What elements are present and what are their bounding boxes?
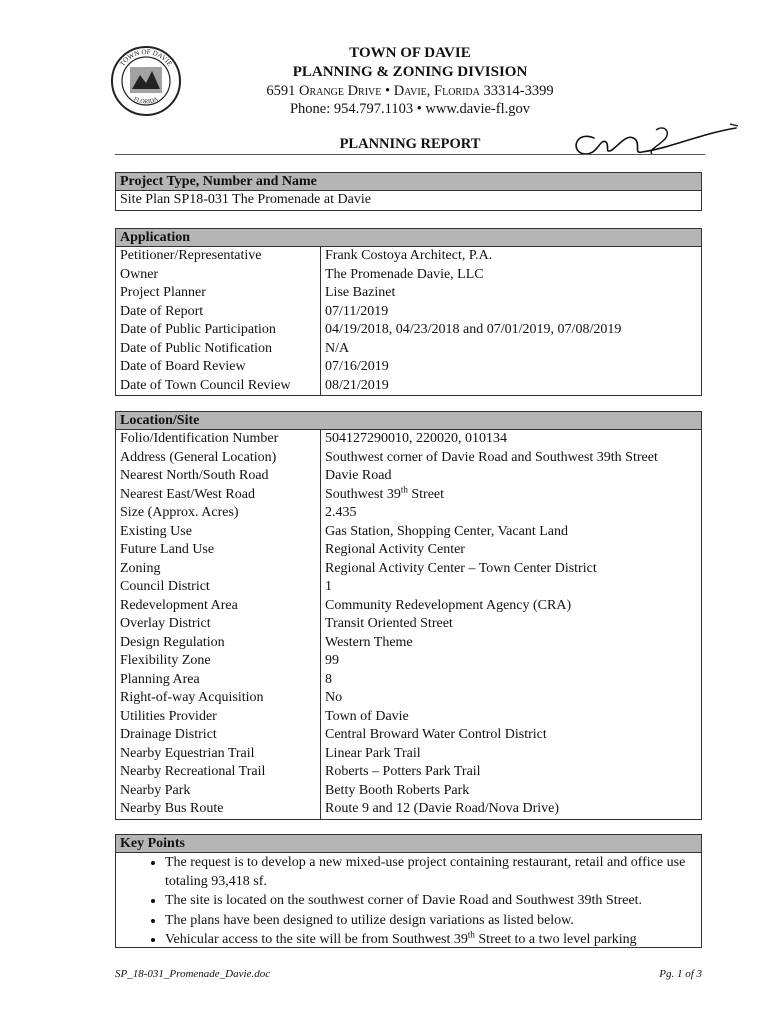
row-label: Planning Area bbox=[116, 671, 321, 690]
location-table bbox=[115, 411, 702, 820]
signature-image bbox=[560, 114, 740, 164]
row-label: Nearby Equestrian Trail bbox=[116, 745, 321, 764]
project-value: Site Plan SP18-031 The Promenade at Davie bbox=[116, 191, 702, 211]
seal-text-top: TOWN OF DAVIE bbox=[118, 47, 174, 68]
row-value: 1 bbox=[321, 578, 702, 597]
table-row bbox=[116, 486, 702, 505]
row-label: Nearby Park bbox=[116, 782, 321, 801]
application-heading: Application bbox=[116, 229, 702, 247]
row-label: Right-of-way Acquisition bbox=[116, 689, 321, 708]
key-points-box bbox=[115, 834, 702, 948]
row-label: Future Land Use bbox=[116, 541, 321, 560]
project-table bbox=[115, 172, 702, 211]
row-value: N/A bbox=[321, 340, 702, 359]
list-item: • The plans have been designed to utilize design variations as listed below. bbox=[165, 911, 701, 931]
table-row bbox=[116, 247, 702, 266]
table-row bbox=[116, 377, 702, 396]
town-seal-logo bbox=[110, 45, 182, 117]
row-value: Town of Davie bbox=[321, 708, 702, 727]
report-title: PLANNING REPORT bbox=[339, 136, 481, 152]
row-value: Davie Road bbox=[321, 467, 702, 486]
row-label: Date of Public Participation bbox=[116, 321, 321, 340]
row-label: Date of Public Notification bbox=[116, 340, 321, 359]
row-label: Nearest East/West Road bbox=[116, 486, 321, 505]
row-label: Nearest North/South Road bbox=[116, 467, 321, 486]
letterhead bbox=[220, 44, 600, 118]
table-row bbox=[116, 284, 702, 303]
row-value: 8 bbox=[321, 671, 702, 690]
table-row bbox=[116, 726, 702, 745]
row-label: Flexibility Zone bbox=[116, 652, 321, 671]
row-value: Southwest corner of Davie Road and Southwest 39th Street bbox=[321, 449, 702, 468]
row-value: Southwest 39th Street bbox=[321, 486, 702, 505]
row-value: Linear Park Trail bbox=[321, 745, 702, 764]
svg-text:TOWN OF DAVIE bbox=[118, 48, 173, 68]
table-row bbox=[116, 340, 702, 359]
row-value: Transit Oriented Street bbox=[321, 615, 702, 634]
row-label: Council District bbox=[116, 578, 321, 597]
table-row bbox=[116, 541, 702, 560]
row-label: Date of Board Review bbox=[116, 358, 321, 377]
row-label: Existing Use bbox=[116, 523, 321, 542]
row-value: Western Theme bbox=[321, 634, 702, 653]
division-name: PLANNING & ZONING DIVISION bbox=[292, 64, 528, 80]
row-label: Redevelopment Area bbox=[116, 597, 321, 616]
table-row bbox=[116, 597, 702, 616]
table-row bbox=[116, 578, 702, 597]
row-value: 07/11/2019 bbox=[321, 303, 702, 322]
row-label: Project Planner bbox=[116, 284, 321, 303]
row-label: Overlay District bbox=[116, 615, 321, 634]
table-row bbox=[116, 689, 702, 708]
list-item: • The request is to develop a new mixed-use project containing restaurant, retail and office use totaling 93,418 sf. bbox=[165, 853, 701, 891]
footer-filename: SP_18-031_Promenade_Davie.doc bbox=[115, 968, 271, 980]
row-label: Date of Town Council Review bbox=[116, 377, 321, 396]
table-row bbox=[116, 523, 702, 542]
row-value: The Promenade Davie, LLC bbox=[321, 266, 702, 285]
table-row bbox=[116, 266, 702, 285]
table-row bbox=[116, 763, 702, 782]
row-label: Petitioner/Representative bbox=[116, 247, 321, 266]
row-value: Regional Activity Center – Town Center District bbox=[321, 560, 702, 579]
row-value: 04/19/2018, 04/23/2018 and 07/01/2019, 07/08/2019 bbox=[321, 321, 702, 340]
table-row bbox=[116, 782, 702, 801]
table-row bbox=[116, 708, 702, 727]
row-value: 07/16/2019 bbox=[321, 358, 702, 377]
row-value: Route 9 and 12 (Davie Road/Nova Drive) bbox=[321, 800, 702, 819]
row-value: 08/21/2019 bbox=[321, 377, 702, 396]
row-value: 99 bbox=[321, 652, 702, 671]
row-value: Community Redevelopment Agency (CRA) bbox=[321, 597, 702, 616]
page-footer bbox=[115, 968, 702, 980]
row-value: Frank Costoya Architect, P.A. bbox=[321, 247, 702, 266]
table-row bbox=[116, 430, 702, 449]
table-row bbox=[116, 504, 702, 523]
address-line: 6591 Orange Drive • Davie, Florida 33314-3399 bbox=[266, 83, 554, 99]
project-heading: Project Type, Number and Name bbox=[116, 173, 702, 191]
row-label: Design Regulation bbox=[116, 634, 321, 653]
list-item: • The site is located on the southwest corner of Davie Road and Southwest 39th Street. bbox=[165, 891, 701, 911]
row-value: 504127290010, 220020, 010134 bbox=[321, 430, 702, 449]
svg-text:FLORIDA bbox=[133, 96, 160, 105]
row-label: Nearby Bus Route bbox=[116, 800, 321, 819]
table-row bbox=[116, 652, 702, 671]
key-points-heading: Key Points bbox=[116, 835, 701, 853]
table-row bbox=[116, 449, 702, 468]
table-row bbox=[116, 467, 702, 486]
row-value: Betty Booth Roberts Park bbox=[321, 782, 702, 801]
application-table bbox=[115, 228, 702, 396]
row-label: Date of Report bbox=[116, 303, 321, 322]
table-row bbox=[116, 671, 702, 690]
table-row bbox=[116, 321, 702, 340]
row-value: 2.435 bbox=[321, 504, 702, 523]
table-row bbox=[116, 634, 702, 653]
table-row bbox=[116, 615, 702, 634]
table-row bbox=[116, 800, 702, 819]
table-row bbox=[116, 745, 702, 764]
row-label: Nearby Recreational Trail bbox=[116, 763, 321, 782]
row-label: Utilities Provider bbox=[116, 708, 321, 727]
row-value: No bbox=[321, 689, 702, 708]
row-value: Roberts – Potters Park Trail bbox=[321, 763, 702, 782]
header-divider bbox=[115, 154, 705, 155]
row-value: Regional Activity Center bbox=[321, 541, 702, 560]
seal-text-bottom: FLORIDA bbox=[132, 96, 160, 106]
row-value: Gas Station, Shopping Center, Vacant Land bbox=[321, 523, 702, 542]
row-label: Size (Approx. Acres) bbox=[116, 504, 321, 523]
row-value: Lise Bazinet bbox=[321, 284, 702, 303]
footer-page-number: Pg. 1 of 3 bbox=[659, 968, 702, 980]
key-points-list bbox=[116, 853, 701, 948]
table-row bbox=[116, 303, 702, 322]
row-value: Central Broward Water Control District bbox=[321, 726, 702, 745]
table-row bbox=[116, 358, 702, 377]
town-name: TOWN OF DAVIE bbox=[349, 45, 471, 61]
row-label: Drainage District bbox=[116, 726, 321, 745]
location-heading: Location/Site bbox=[116, 412, 702, 430]
row-label: Owner bbox=[116, 266, 321, 285]
row-label: Folio/Identification Number bbox=[116, 430, 321, 449]
row-label: Address (General Location) bbox=[116, 449, 321, 468]
row-label: Zoning bbox=[116, 560, 321, 579]
list-item: • Vehicular access to the site will be from Southwest 39th Street to a two level parking bbox=[165, 930, 701, 948]
phone-web-line: Phone: 954.797.1103 • www.davie-fl.gov bbox=[289, 101, 530, 117]
table-row bbox=[116, 560, 702, 579]
